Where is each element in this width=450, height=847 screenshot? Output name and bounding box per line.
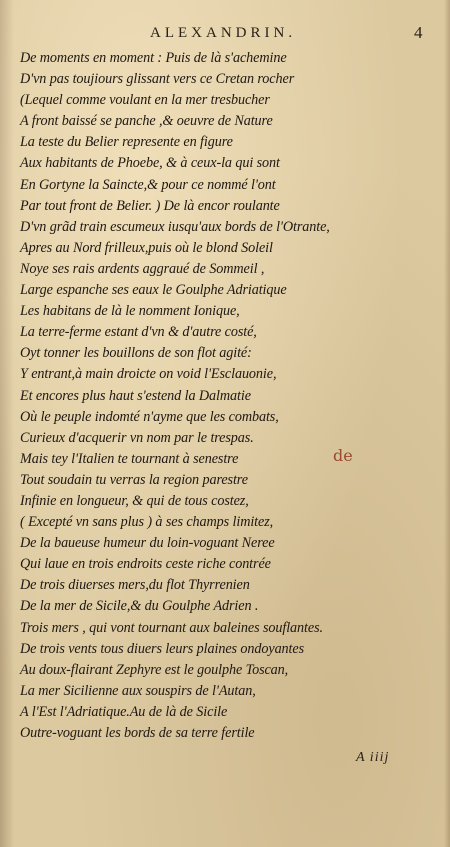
verse-line: Oyt tonner les bouillons de son flot agité: xyxy=(20,345,252,362)
verse-line: De trois diuerses mers,du flot Thyrrenien xyxy=(20,577,250,594)
verse-line: ( Excepté vn sans plus ) à ses champs limitez, xyxy=(20,514,274,531)
verse-line: Infinie en longueur, & qui de tous costez, xyxy=(20,492,249,509)
verse-line: La teste du Belier represente en figure xyxy=(20,134,233,151)
verse-line: Y entrant,à main droicte on void l'Esclauonie, xyxy=(20,366,277,383)
verse-line: Par tout front de Belier. ) De là encor roulante xyxy=(20,197,280,214)
verse-line: La terre-ferme estant d'vn & d'autre costé, xyxy=(20,324,257,341)
verse-line: A l'Est l'Adriatique.Au de là de Sicile xyxy=(20,703,228,720)
verse-line: En Gortyne la Saincte,& pour ce nommé l'ont xyxy=(20,176,276,193)
verse-block xyxy=(20,48,420,744)
verse-line: Aux habitants de Phoebe, & à ceux-la qui sont xyxy=(20,155,280,172)
verse-line: Où le peuple indomté n'ayme que les combats, xyxy=(20,408,279,425)
verse-line: Curieux d'acquerir vn nom par le trespas. xyxy=(20,429,254,446)
verse-line: Large espanche ses eaux le Goulphe Adriatique xyxy=(20,282,287,299)
verse-line: Apres au Nord frilleux,puis où le blond Soleil xyxy=(20,239,273,256)
margin-annotation: de xyxy=(333,446,353,465)
page-edge-shadow xyxy=(444,0,450,847)
verse-line: Trois mers , qui vont tournant aux baleines souflantes. xyxy=(20,619,323,636)
verse-line: Les habitans de là le nomment Ionique, xyxy=(20,303,240,320)
verse-line: De trois vents tous diuers leurs plaines ondoyantes xyxy=(20,640,305,657)
verse-line: De la baueuse humeur du loin-voguant Neree xyxy=(20,535,275,552)
verse-line: La mer Sicilienne aux souspirs de l'Autan, xyxy=(20,682,256,699)
page-number: 4 xyxy=(414,23,423,42)
verse-line: Qui laue en trois endroits ceste riche contrée xyxy=(20,556,271,573)
verse-line: D'vn pas toujiours glissant vers ce Cretan rocher xyxy=(20,71,295,88)
verse-line: Et encores plus haut s'estend la Dalmatie xyxy=(20,387,251,404)
verse-line: Mais tey l'Italien te tournant à senestre xyxy=(20,450,239,467)
signature-mark: A iiij xyxy=(356,750,390,765)
verse-line: Tout soudain tu verras la region parestre xyxy=(20,471,248,488)
running-head: ALEXANDRIN. xyxy=(150,25,297,41)
verse-line: Outre-voguant les bords de sa terre fertile xyxy=(20,725,255,741)
verse-line: De la mer de Sicile,& du Goulphe Adrien . xyxy=(20,598,259,615)
verse-line: D'vn grãd train escumeux iusqu'aux bords de l'Otrante, xyxy=(20,218,330,235)
verse-line: (Lequel comme voulant en la mer tresbucher xyxy=(20,92,270,109)
verse-line: Au doux-flairant Zephyre est le goulphe Toscan, xyxy=(20,661,289,678)
verse-line: Noye ses rais ardents aggraué de Sommeil , xyxy=(20,260,265,277)
verse-line: A front baissé se panche ,& oeuvre de Nature xyxy=(20,113,273,130)
verse-line: De moments en moment : Puis de là s'achemine xyxy=(20,50,287,66)
